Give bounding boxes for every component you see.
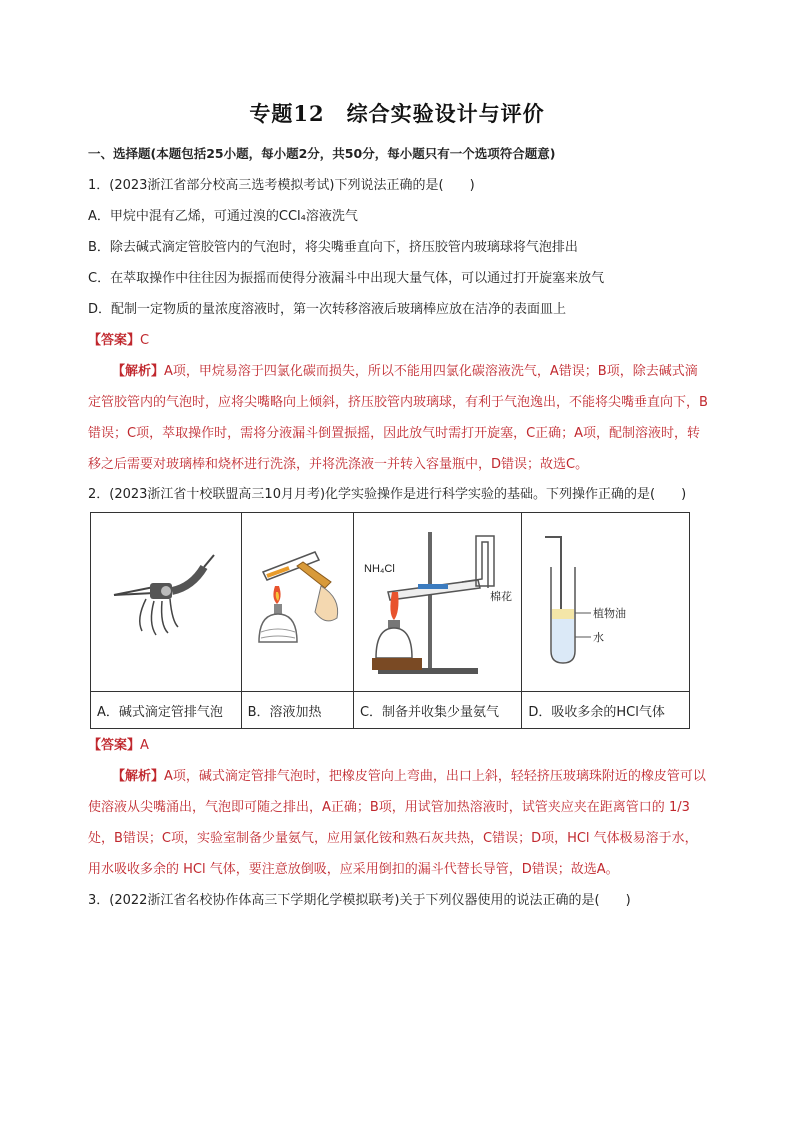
q1-option-b: B．除去碱式滴定管胶管内的气泡时，将尖嘴垂直向下，挤压胶管内玻璃球将气泡排出: [88, 240, 578, 255]
caption-b: B．溶液加热: [241, 692, 353, 729]
explanation-line: 处，B错误；C项，实验室制备少量氨气，应用氯化铵和熟石灰共热，C错误；D项，HCl 气体极易溶于水，: [88, 831, 698, 846]
answer-tag: 【答案】: [88, 333, 141, 348]
nh4cl-label: NH₄Cl: [363, 563, 395, 575]
explanation-line: 移之后需要对玻璃棒和烧杯进行洗涤，并将洗涤液一并转入容量瓶中，D错误；故选C。: [88, 457, 589, 472]
water-label: 水: [592, 632, 604, 644]
q1-option-c: C．在萃取操作中往往因为振摇而使得分液漏斗中出现大量气体，可以通过打开旋塞来放气: [88, 271, 605, 286]
burette-bubble-figure: [106, 547, 226, 657]
figure-c-cell: [353, 513, 521, 692]
q2-answer: [88, 736, 149, 756]
q1-stem: 1．(2023浙江省部分校高三选考模拟考试)下列说法正确的是( ): [88, 178, 475, 193]
explanation-line: 【解析】A项，碱式滴定管排气泡时，把橡皮管向上弯曲，出口上斜，轻轻挤压玻璃珠附近的橡皮管可以: [112, 769, 706, 784]
q1-answer: [88, 331, 149, 351]
q3-stem: 3．(2022浙江省名校协作体高三下学期化学模拟联考)关于下列仪器使用的说法正确的是( ): [88, 893, 631, 908]
explanation-line: 定管胶管内的气泡时，应将尖嘴略向上倾斜，挤压胶管内玻璃球，有利于气泡逸出，不能将尖嘴垂直向下，B: [88, 395, 708, 410]
q1-option-a: A．甲烷中混有乙烯，可通过溴的CCl₄溶液洗气: [88, 209, 358, 224]
q1-explanation: [88, 356, 736, 480]
explanation-line: 使溶液从尖嘴涌出，气泡即可随之排出，A正确；B项，用试管加热溶液时，试管夹应夹在距离管口的 1/3: [88, 800, 690, 815]
explanation-line: 用水吸收多余的 HCl 气体，要注意放倒吸，应采用倒扣的漏斗代替长导管，D错误；故选A。: [88, 862, 619, 877]
caption-d: D．吸收多余的HCl气体: [522, 692, 690, 729]
ammonia-prep-figure: [358, 522, 518, 682]
caption-a: A．碱式滴定管排气泡: [91, 692, 242, 729]
q2-stem: 2．(2023浙江省十校联盟高三10月月考)化学实验操作是进行科学实验的基础。下列操作正确的是( ): [88, 487, 687, 502]
figure-d-cell: [522, 513, 690, 692]
page-title: 专题12 综合实验设计与评价: [249, 101, 545, 126]
explain-tag: 【解析】: [112, 364, 165, 379]
answer-tag: 【答案】: [88, 738, 141, 753]
answer-value: C: [140, 333, 150, 348]
hcl-absorb-figure: [531, 527, 681, 677]
figure-b-cell: [241, 513, 353, 692]
caption-c: C．制备并收集少量氨气: [353, 692, 521, 729]
section-heading: 一、选择题(本题包括25小题，每小题2分，共50分，每小题只有一个选项符合题意): [88, 146, 556, 161]
explanation-line: 错误；C项，萃取操作时，需将分液漏斗倒置振摇，因此放气时需打开旋塞，C正确；A项，配制溶液时，转: [88, 426, 701, 441]
q2-options-table: [90, 512, 690, 729]
explain-tag: 【解析】: [112, 769, 165, 784]
explanation-line: 【解析】A项，甲烷易溶于四氯化碳而损失，所以不能用四氯化碳溶液洗气，A错误；B项，除去碱式滴: [112, 364, 698, 379]
answer-value: A: [140, 738, 149, 753]
cotton-label: 棉花: [489, 591, 512, 603]
figure-a-cell: [91, 513, 242, 692]
oil-label: 植物油: [592, 608, 626, 620]
q2-explanation: [88, 761, 736, 885]
q1-option-d: D．配制一定物质的量浓度溶液时，第一次转移溶液后玻璃棒应放在洁净的表面皿上: [88, 302, 567, 317]
tube-heating-figure: [245, 542, 349, 662]
